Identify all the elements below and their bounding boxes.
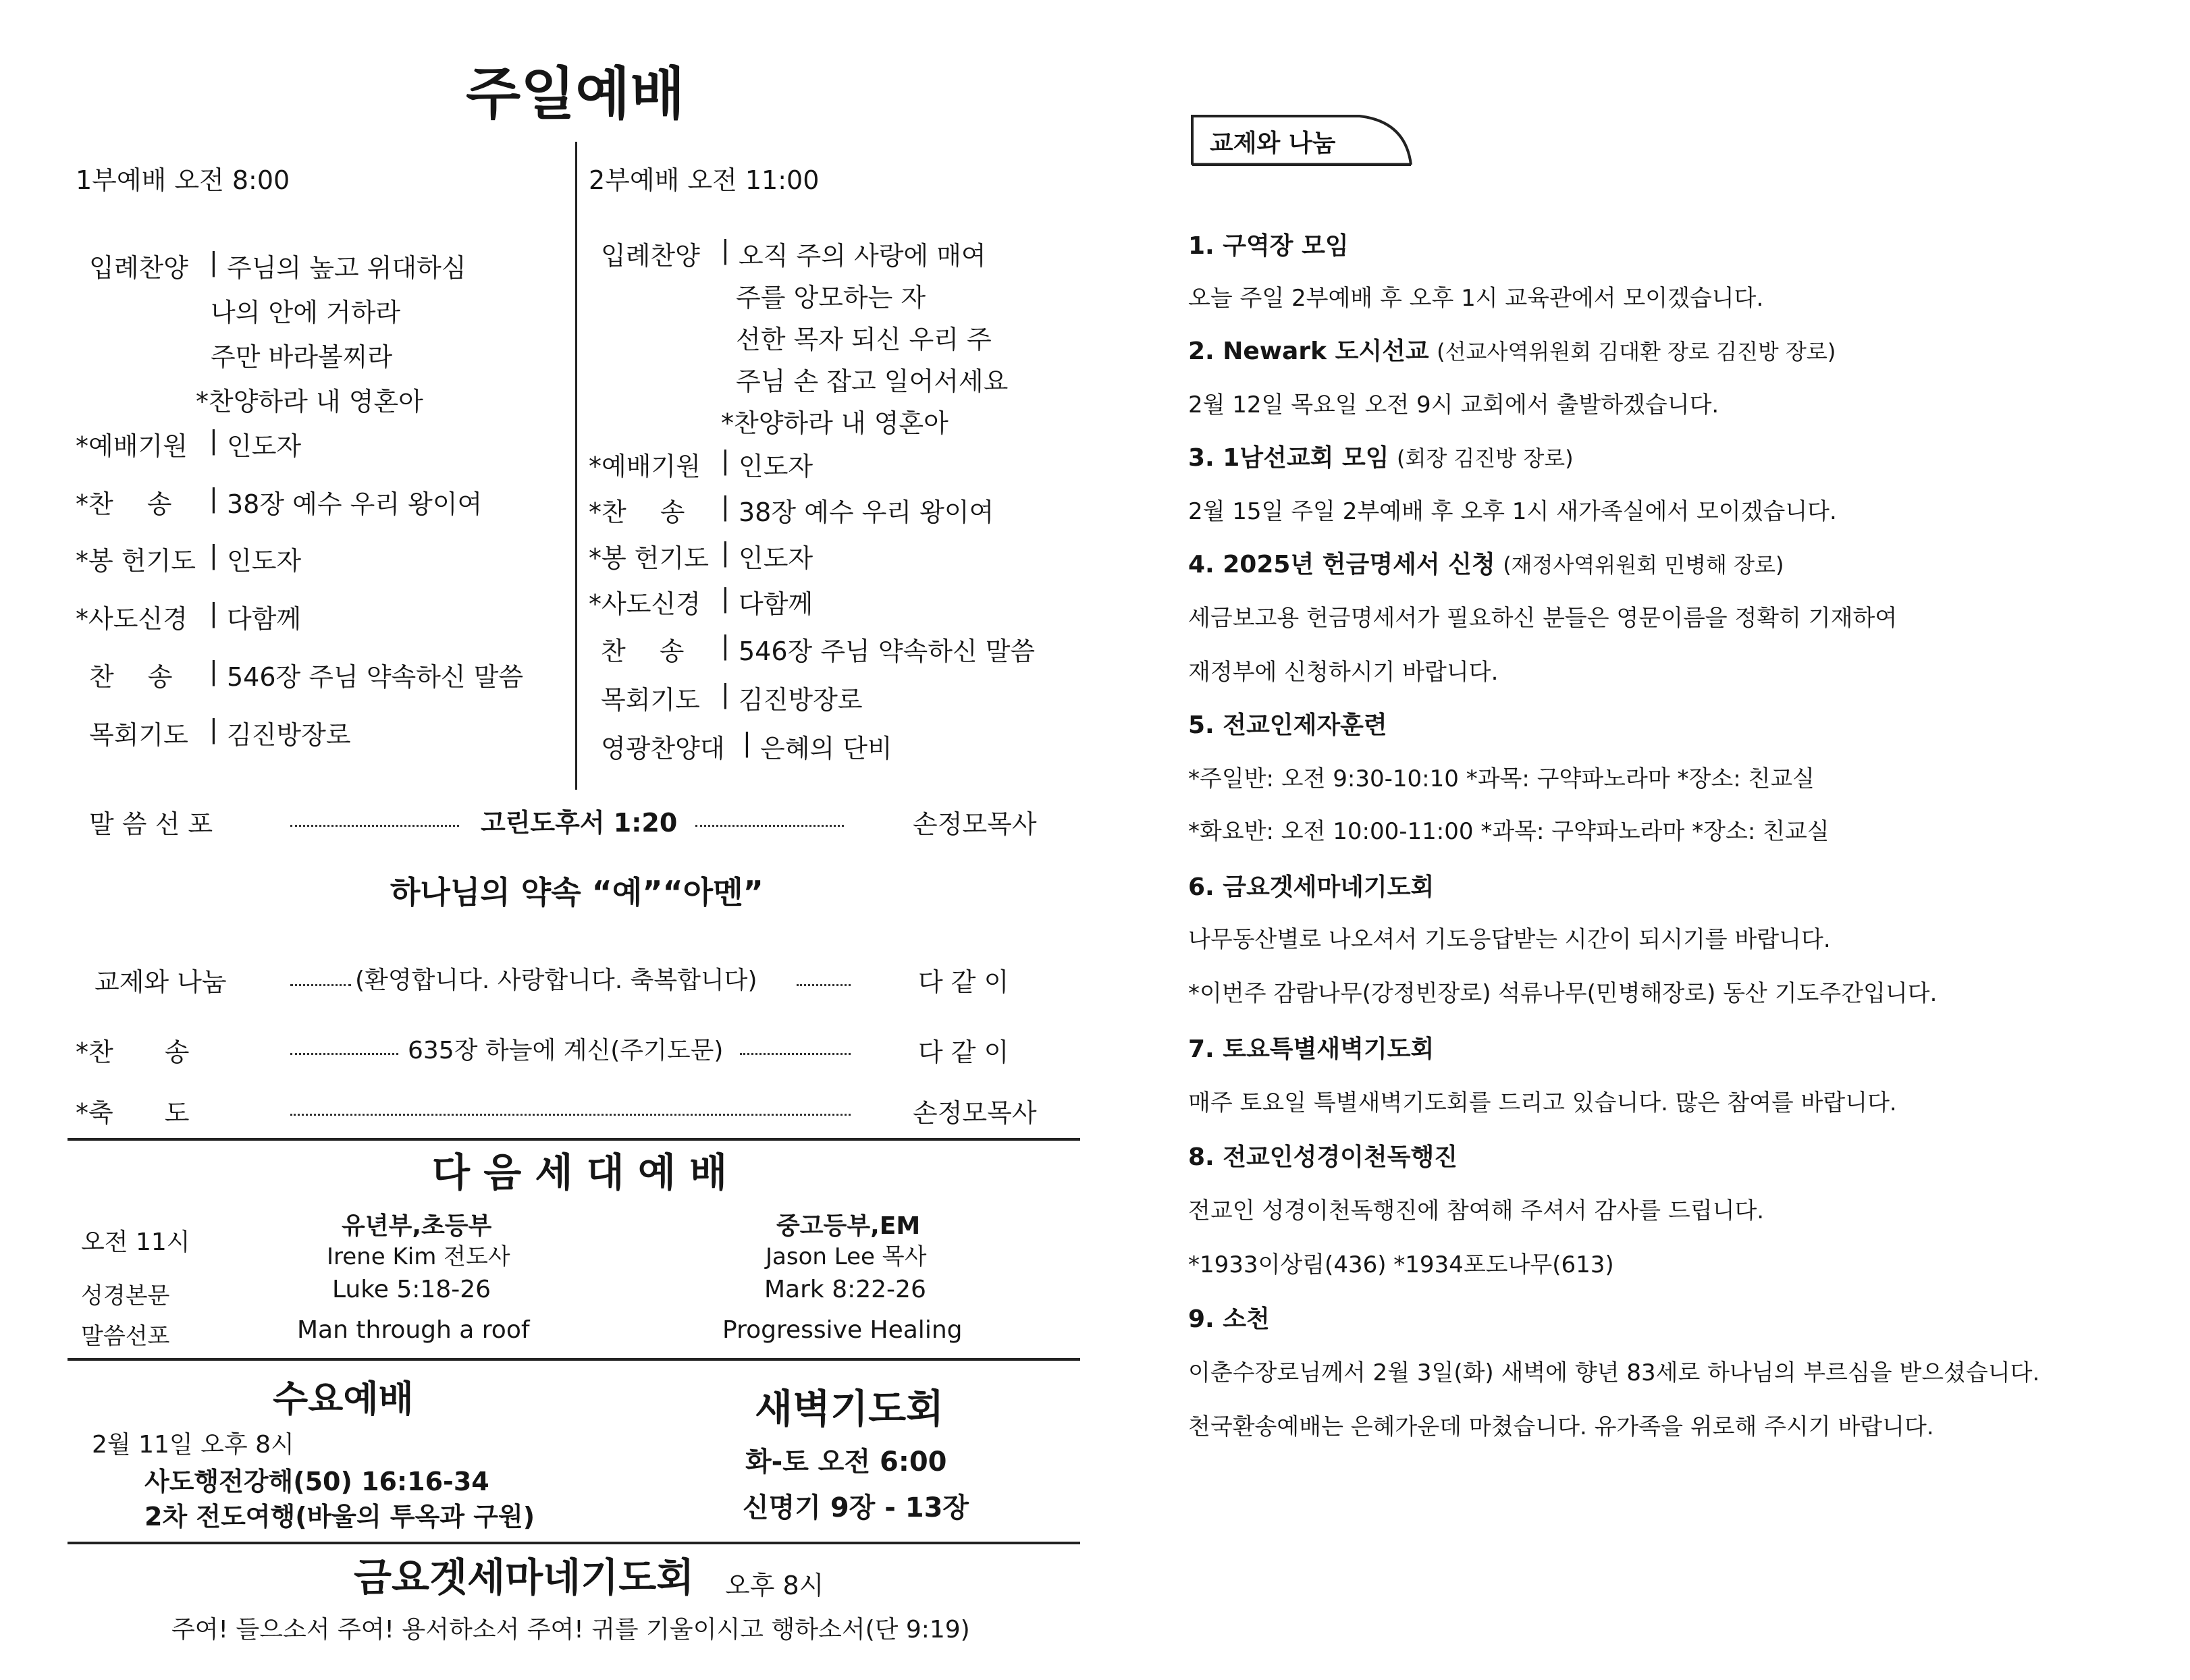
group-leader: Irene Kim 전도사 <box>327 1243 510 1270</box>
announcement-note: (재정사역위원회 민병해 장로) <box>1503 552 1784 578</box>
announcement-heading <box>1188 332 1836 367</box>
bar: | <box>721 630 730 660</box>
announcement-heading <box>1188 227 1349 261</box>
service-divider <box>575 142 577 790</box>
dawn-title: 새벽기도회 <box>755 1386 944 1432</box>
announcement-line: 나무동산별로 나오셔서 기도응답받는 시간이 되시기를 바랍니다. <box>1188 926 1831 953</box>
service1-value: 김진방장로 <box>227 720 351 750</box>
wednesday-title: 수요예배 <box>273 1378 414 1420</box>
leader-dots <box>797 984 851 986</box>
announcement-line: *화요반: 오전 10:00-11:00 *과목: 구약파노라마 *장소: 친교실 <box>1188 818 1830 845</box>
leader-dots <box>290 825 459 827</box>
service2-value: 김진방장로 <box>739 685 863 715</box>
announcements-tab <box>1191 115 1414 166</box>
announcement-heading-text: 9. 소천 <box>1188 1305 1270 1333</box>
service2-value: 선한 목자 되신 우리 주 <box>736 325 992 354</box>
service2-value: 인도자 <box>739 543 813 573</box>
announcement-line: 전교인 성경이천독행진에 참여해 주셔서 감사를 드립니다. <box>1188 1197 1765 1224</box>
announcement-heading-text: 5. 전교인제자훈련 <box>1188 711 1387 739</box>
service1-value: *찬양하라 내 영혼아 <box>196 387 423 416</box>
bar: | <box>209 247 218 277</box>
service1-label: *봉 헌기도 <box>76 546 196 576</box>
announcement-heading-text: 8. 전교인성경이천독행진 <box>1188 1143 1458 1171</box>
sermon-scripture: 고린도후서 1:20 <box>481 808 678 838</box>
service1-value: 다함께 <box>227 604 302 634</box>
group-sermon: Progressive Healing <box>722 1316 963 1344</box>
service2-value: 38장 예수 우리 왕이여 <box>739 497 994 527</box>
announcement-heading-text: 2. Newark 도시선교 <box>1188 337 1429 365</box>
service2-label: 영광찬양대 <box>601 734 725 763</box>
announcement-heading <box>1188 1300 1270 1334</box>
closing-middle: (환영합니다. 사랑합니다. 축복합니다) <box>355 967 757 994</box>
service2-value: 오직 주의 사랑에 매여 <box>739 241 986 271</box>
bar: | <box>209 483 218 513</box>
leader-dots <box>740 1053 851 1055</box>
next-gen-title: 다 음 세 대 예 배 <box>432 1149 728 1195</box>
wednesday-line1: 사도행전강해(50) 16:16-34 <box>144 1467 489 1496</box>
announcement-heading <box>1188 1138 1458 1172</box>
service2-label: 목회기도 <box>601 685 700 715</box>
service2-value: 은혜의 단비 <box>760 734 892 763</box>
service2-label: *찬 송 <box>589 497 685 527</box>
group-sermon: Man through a roof <box>297 1316 530 1344</box>
service1-label: *찬 송 <box>76 489 172 519</box>
announcement-line: *이번주 감람나무(강정빈장로) 석류나무(민병해장로) 동산 기도주간입니다. <box>1188 980 1938 1007</box>
dawn-time: 화-토 오전 6:00 <box>745 1446 947 1478</box>
service1-label: 목회기도 <box>89 720 188 750</box>
service1-value: 주님의 높고 위대하심 <box>227 253 466 283</box>
leader-dots <box>695 825 844 827</box>
service1-value: 546장 주님 약속하신 말씀 <box>227 662 524 692</box>
wednesday-date: 2월 11일 오후 8시 <box>92 1431 294 1459</box>
service1-value: 인도자 <box>227 546 302 576</box>
leader-dots <box>290 984 351 986</box>
announcement-heading <box>1188 1030 1434 1064</box>
announcement-heading-text: 6. 금요겟세마네기도회 <box>1188 873 1435 901</box>
bar: | <box>743 728 751 757</box>
service1-value: 주만 바라볼찌라 <box>211 342 393 372</box>
service1-value: 인도자 <box>227 431 302 461</box>
service2-value: 주를 앙모하는 자 <box>736 283 926 313</box>
wednesday-line2: 2차 전도여행(바울의 투옥과 구원) <box>144 1502 535 1532</box>
service2-value: 다함께 <box>739 589 813 619</box>
announcement-line: 2월 15일 주일 2부예배 후 오후 1시 새가족실에서 모이겠습니다. <box>1188 498 1837 525</box>
friday-verse: 주여! 들으소서 주여! 용서하소서 주여! 귀를 기울이시고 행하소서(단 9:19) <box>171 1616 970 1644</box>
sermon-label: 말 씀 선 포 <box>89 809 213 839</box>
friday-title: 금요겟세마네기도회 <box>354 1554 695 1600</box>
group-name: 중고등부,EM <box>776 1212 921 1240</box>
service2-value: *찬양하라 내 영혼아 <box>721 408 949 438</box>
next-gen-scripture-label: 성경본문 <box>81 1282 170 1309</box>
bar: | <box>721 679 730 709</box>
bar: | <box>209 425 218 455</box>
service1-time: 1부예배 오전 8:00 <box>76 165 290 195</box>
service2-label: 찬 송 <box>601 636 685 666</box>
closing-middle: 635장 하늘에 계신(주기도문) <box>408 1037 724 1064</box>
announcement-heading-text: 1. 구역장 모임 <box>1188 232 1349 260</box>
service2-label: *예배기원 <box>589 452 701 481</box>
sermon-preacher: 손정모목사 <box>913 809 1037 839</box>
section-rule <box>68 1542 1080 1544</box>
service1-label: 입례찬양 <box>89 253 188 283</box>
closing-label: *축 도 <box>76 1098 190 1128</box>
dawn-reading: 신명기 9장 - 13장 <box>743 1492 969 1523</box>
announcement-line: 세금보고용 헌금명세서가 필요하신 분들은 영문이름을 정확히 기재하여 <box>1188 605 1898 632</box>
service2-label: *봉 헌기도 <box>589 543 709 573</box>
service2-label: 입례찬양 <box>601 241 700 271</box>
announcement-heading <box>1188 868 1434 902</box>
announcement-note: (회장 김진방 장로) <box>1396 445 1574 471</box>
service1-label: *예배기원 <box>76 431 188 461</box>
announcement-line: *1933이상림(436) *1934포도나무(613) <box>1188 1251 1614 1278</box>
bar: | <box>209 714 218 744</box>
service1-label: *사도신경 <box>76 604 188 634</box>
bar: | <box>209 540 218 570</box>
section-rule <box>68 1358 1080 1361</box>
closing-right: 손정모목사 <box>913 1098 1037 1128</box>
announcement-line: 이춘수장로님께서 2월 3일(화) 새벽에 향년 83세로 하나님의 부르심을 받으셨습니다. <box>1188 1359 2040 1386</box>
service2-value: 주님 손 잡고 일어서세요 <box>736 367 1009 396</box>
announcement-heading-text: 4. 2025년 헌금명세서 신청 <box>1188 551 1495 578</box>
group-name: 유년부,초등부 <box>342 1212 492 1240</box>
announcements-tab-label: 교제와 나눔 <box>1210 130 1336 157</box>
bar: | <box>721 235 730 265</box>
bar: | <box>209 598 218 628</box>
leader-dots <box>290 1114 851 1116</box>
announcement-heading <box>1188 439 1574 473</box>
announcement-note: (선교사역위원회 김대환 장로 김진방 장로) <box>1437 339 1836 364</box>
closing-label: *찬 송 <box>76 1037 190 1067</box>
page-title: 주일예배 <box>466 61 685 127</box>
next-gen-time: 오전 11시 <box>81 1228 190 1256</box>
bar: | <box>721 445 730 475</box>
leader-dots <box>290 1053 398 1055</box>
announcement-line: 재정부에 신청하시기 바랍니다. <box>1188 659 1499 686</box>
closing-right: 다 같 이 <box>918 1037 1009 1067</box>
closing-label: 교제와 나눔 <box>95 967 227 997</box>
service1-value: 38장 예수 우리 왕이여 <box>227 489 483 519</box>
bar: | <box>721 491 730 521</box>
announcement-heading-text: 3. 1남선교회 모임 <box>1188 444 1389 472</box>
next-gen-sermon-label: 말씀선포 <box>81 1323 170 1350</box>
announcement-line: 천국환송예배는 은혜가운데 마쳤습니다. 유가족을 위로해 주시기 바랍니다. <box>1188 1413 1934 1440</box>
announcement-heading <box>1188 706 1387 740</box>
bar: | <box>209 656 218 686</box>
service2-value: 546장 주님 약속하신 말씀 <box>739 636 1036 666</box>
announcement-line: 오늘 주일 2부예배 후 오후 1시 교육관에서 모이겠습니다. <box>1188 285 1764 312</box>
closing-right: 다 같 이 <box>918 967 1009 997</box>
sermon-title: 하나님의 약속 “예”“아멘” <box>390 874 764 911</box>
announcement-line: *주일반: 오전 9:30-10:10 *과목: 구약파노라마 *장소: 친교실 <box>1188 765 1815 792</box>
service2-time: 2부예배 오전 11:00 <box>589 165 820 195</box>
group-scripture: Mark 8:22-26 <box>764 1276 926 1303</box>
group-leader: Jason Lee 목사 <box>766 1243 927 1270</box>
service2-value: 인도자 <box>739 452 813 481</box>
bar: | <box>721 583 730 613</box>
announcement-line: 매주 토요일 특별새벽기도회를 드리고 있습니다. 많은 참여를 바랍니다. <box>1188 1089 1897 1116</box>
announcement-heading <box>1188 545 1784 580</box>
friday-time: 오후 8시 <box>725 1571 824 1600</box>
service2-label: *사도신경 <box>589 589 701 619</box>
bar: | <box>721 537 730 567</box>
service1-label: 찬 송 <box>89 662 173 692</box>
service1-value: 나의 안에 거하라 <box>211 298 401 327</box>
announcement-heading-text: 7. 토요특별새벽기도회 <box>1188 1035 1435 1063</box>
group-scripture: Luke 5:18-26 <box>332 1276 491 1303</box>
announcement-line: 2월 12일 목요일 오전 9시 교회에서 출발하겠습니다. <box>1188 391 1719 418</box>
